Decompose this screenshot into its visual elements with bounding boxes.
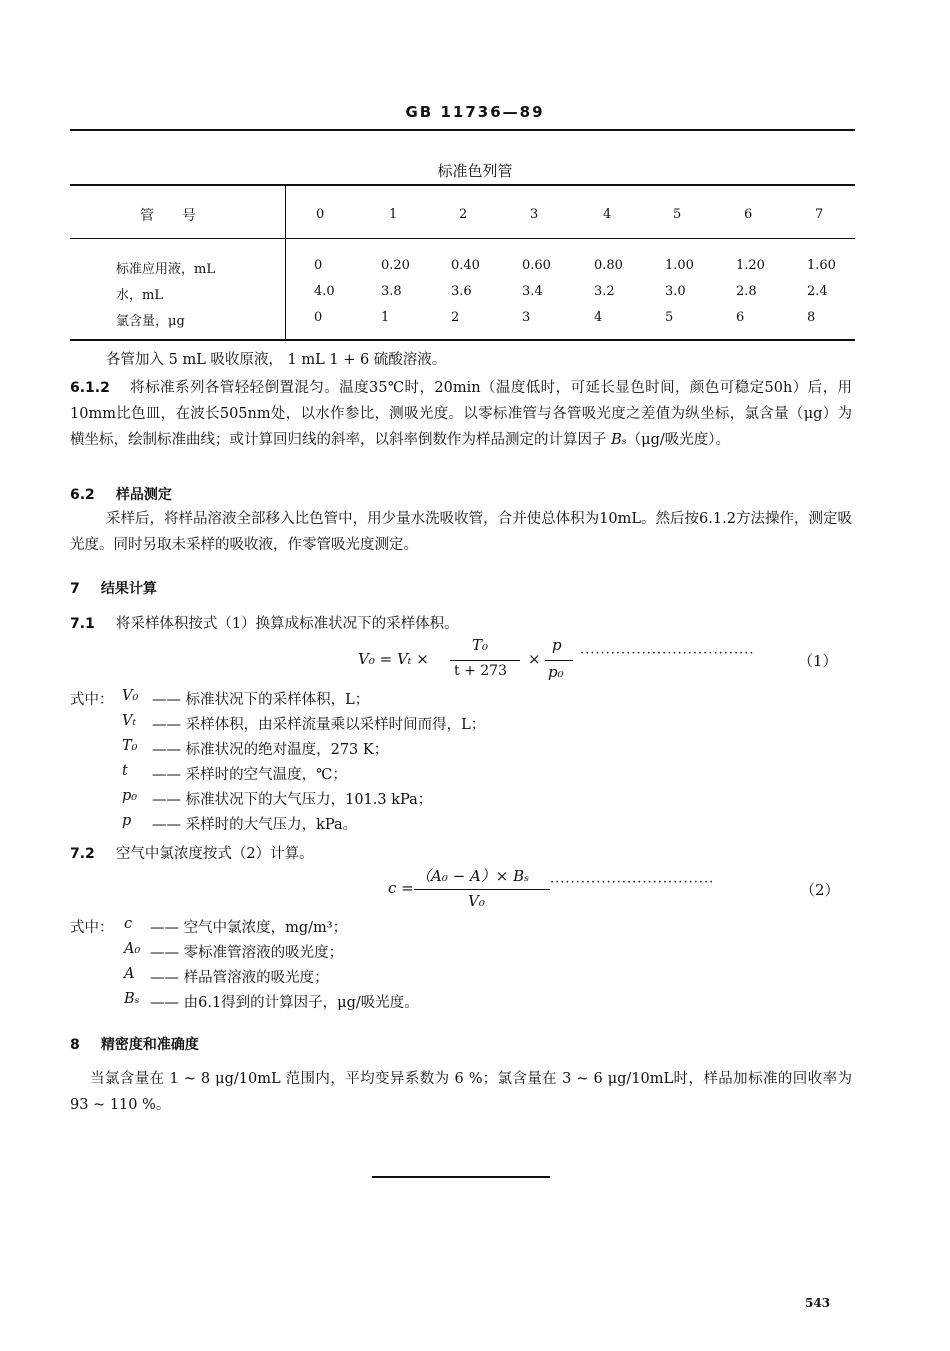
definition-text: —— 由6.1得到的计算因子，μg/吸光度。	[150, 995, 419, 1011]
definition-symbol: Vₜ	[122, 713, 137, 729]
table-col-header: 0	[316, 207, 325, 222]
formula-1-leader: ··································	[580, 646, 755, 661]
table-cell: 3	[522, 310, 531, 325]
section-7-1-text: 将采样体积按式（1）换算成标准状况下的采样体积。	[115, 616, 459, 632]
page-number: 543	[805, 1296, 831, 1310]
section-6-1-2-text: 将标准系列各管轻轻倒置混匀。温度35℃时，20min（温度低时，可延长显色时间，颜色可稳定50h）后，用10mm比色皿，在波长505nm处，以水作参比，测吸光度。以零标准管与各管吸光度之差值为纵坐标，氯含量（μg）为横坐标，绘制标准曲线；或计算回归线的斜率，以斜率倒数作为样品测定的计算因子	[70, 380, 853, 448]
table-row-label: 标准应用液，mL	[116, 262, 215, 277]
table-col-header: 6	[744, 207, 753, 222]
definition-text: —— 零标准管溶液的吸光度；	[150, 945, 344, 961]
table-cell: 8	[807, 310, 816, 325]
table-bottom-rule	[70, 339, 855, 341]
table-cell: 2	[451, 310, 460, 325]
section-7-1-number: 7.1	[70, 616, 95, 632]
table-caption: 标准色列管	[437, 162, 513, 180]
table-cell: 0.40	[451, 258, 480, 273]
definition-symbol: A₀	[124, 941, 141, 957]
section-8-title: 精密度和准确度	[100, 1037, 199, 1053]
table-cell: 1.60	[807, 258, 836, 273]
definition-symbol: c	[124, 916, 133, 932]
formula-1-denominator: t + 273	[454, 663, 507, 679]
section-6-2-number: 6.2	[70, 487, 95, 503]
table-cell: 3.0	[665, 284, 686, 299]
section-7-1	[70, 610, 459, 633]
section-6-1-2-tail: （μg/吸光度）。	[626, 432, 730, 448]
definition-text: —— 标准状况下的采样体积，L；	[152, 692, 370, 708]
section-6-2-heading	[70, 481, 172, 504]
section-6-1-2	[70, 375, 852, 453]
table-cell: 0	[314, 258, 323, 273]
formula-1	[358, 636, 848, 684]
table-cell: 2.8	[736, 284, 757, 299]
table-col-header: 4	[603, 207, 612, 222]
formula-2-fraction-bar	[414, 889, 550, 890]
definition-text: —— 样品管溶液的吸光度；	[150, 970, 329, 986]
table-cell: 3.4	[522, 284, 543, 299]
definition-text: —— 采样时的大气压力，kPa。	[152, 817, 358, 833]
section-8-number: 8	[70, 1037, 80, 1053]
section-6-1-2-number: 6.1.2	[70, 380, 110, 396]
formula-1-number: （1）	[798, 652, 838, 670]
table-cell: 1	[381, 310, 390, 325]
bs-symbol: Bₛ	[611, 432, 627, 448]
section-8-heading	[70, 1031, 199, 1054]
formula-2-leader: ································	[550, 875, 715, 890]
section-6-2-title: 样品测定	[115, 487, 172, 503]
section-7-number: 7	[70, 581, 80, 597]
section-8	[70, 1066, 852, 1118]
table-cell: 6	[736, 310, 745, 325]
formula-1-numerator-2: p	[552, 636, 562, 654]
table-col-header: 2	[459, 207, 468, 222]
table-cell: 5	[665, 310, 674, 325]
definition-symbol: p₀	[122, 788, 138, 804]
table-cell: 0.20	[381, 258, 410, 273]
table-col-header: 5	[673, 207, 682, 222]
table-cell: 0	[314, 310, 323, 325]
definition-text: —— 标准状况下的大气压力，101.3 kPa；	[152, 792, 433, 808]
table-top-rule	[70, 184, 855, 186]
table-column-divider	[285, 185, 286, 339]
definition-symbol: T₀	[122, 738, 138, 754]
para-add-reagents: 各管加入 5 mL 吸收原液， 1 mL 1 + 6 硫酸溶液。	[106, 352, 447, 368]
table-cell: 3.2	[594, 284, 615, 299]
definition-symbol: A	[124, 966, 135, 982]
definition-symbol: t	[122, 763, 128, 779]
header-rule	[70, 129, 855, 131]
where-label-1: 式中：	[70, 692, 114, 708]
section-7-2-number: 7.2	[70, 846, 95, 862]
standard-number: GB 11736—89	[405, 103, 545, 121]
formula-2-denominator: V₀	[468, 892, 485, 910]
definition-text: —— 空气中氯浓度，mg/m³；	[150, 920, 348, 936]
where-label-2: 式中：	[70, 920, 114, 936]
definition-text: —— 采样时的空气温度，℃；	[152, 767, 347, 783]
section-6-2	[70, 506, 852, 558]
formula-1-numerator: T₀	[472, 636, 489, 654]
definition-symbol: Bₛ	[124, 991, 140, 1007]
table-cell: 0.60	[522, 258, 551, 273]
formula-1-fraction-bar	[450, 660, 520, 661]
table-cell: 3.6	[451, 284, 472, 299]
section-7-title: 结果计算	[100, 581, 157, 597]
table-row-label: 氯含量，μg	[116, 314, 185, 329]
section-7-heading	[70, 575, 157, 598]
table-col-header: 3	[530, 207, 539, 222]
table-cell: 1.20	[736, 258, 765, 273]
formula-1-fraction-bar-2	[545, 660, 573, 661]
definition-text: —— 标准状况的绝对温度，273 K；	[152, 742, 389, 758]
table-header-label: 管 号	[140, 208, 196, 224]
formula-2-numerator: （A₀ − A）× Bₛ	[416, 867, 530, 885]
table-row-label: 水，mL	[116, 288, 163, 303]
formula-2	[388, 865, 848, 915]
table-col-header: 1	[389, 207, 398, 222]
definition-text: —— 采样体积，由采样流量乘以采样时间而得，L；	[152, 717, 486, 733]
formula-1-lhs: V₀ = Vₜ ×	[358, 650, 429, 668]
definition-symbol: V₀	[122, 688, 139, 704]
formula-2-number: （2）	[800, 881, 840, 899]
section-6-2-text: 采样后，将样品溶液全部移入比色管中，用少量水洗吸收管，合并使总体积为10mL。然后按6.1.2方法操作，测定吸光度。同时另取未采样的吸收液，作零管吸光度测定。	[70, 511, 852, 553]
end-rule	[372, 1176, 550, 1178]
table-cell: 2.4	[807, 284, 828, 299]
formula-1-denominator-2: p₀	[548, 663, 564, 681]
table-cell: 0.80	[594, 258, 623, 273]
section-7-2	[70, 840, 314, 863]
table-col-header: 7	[815, 207, 824, 222]
formula-1-times: ×	[528, 650, 541, 668]
table-header-rule	[70, 238, 855, 239]
section-7-2-text: 空气中氯浓度按式（2）计算。	[115, 846, 314, 862]
table-cell: 4.0	[314, 284, 335, 299]
table-cell: 1.00	[665, 258, 694, 273]
table-cell: 3.8	[381, 284, 402, 299]
definition-symbol: p	[122, 813, 132, 829]
section-8-text: 当氯含量在 1 ~ 8 μg/10mL 范围内，平均变异系数为 6 %；氯含量在 3 ~ 6 μg/10mL时，样品加标准的回收率为93 ~ 110 %。	[70, 1071, 852, 1113]
table-cell: 4	[594, 310, 603, 325]
formula-2-lhs: c =	[388, 879, 414, 897]
